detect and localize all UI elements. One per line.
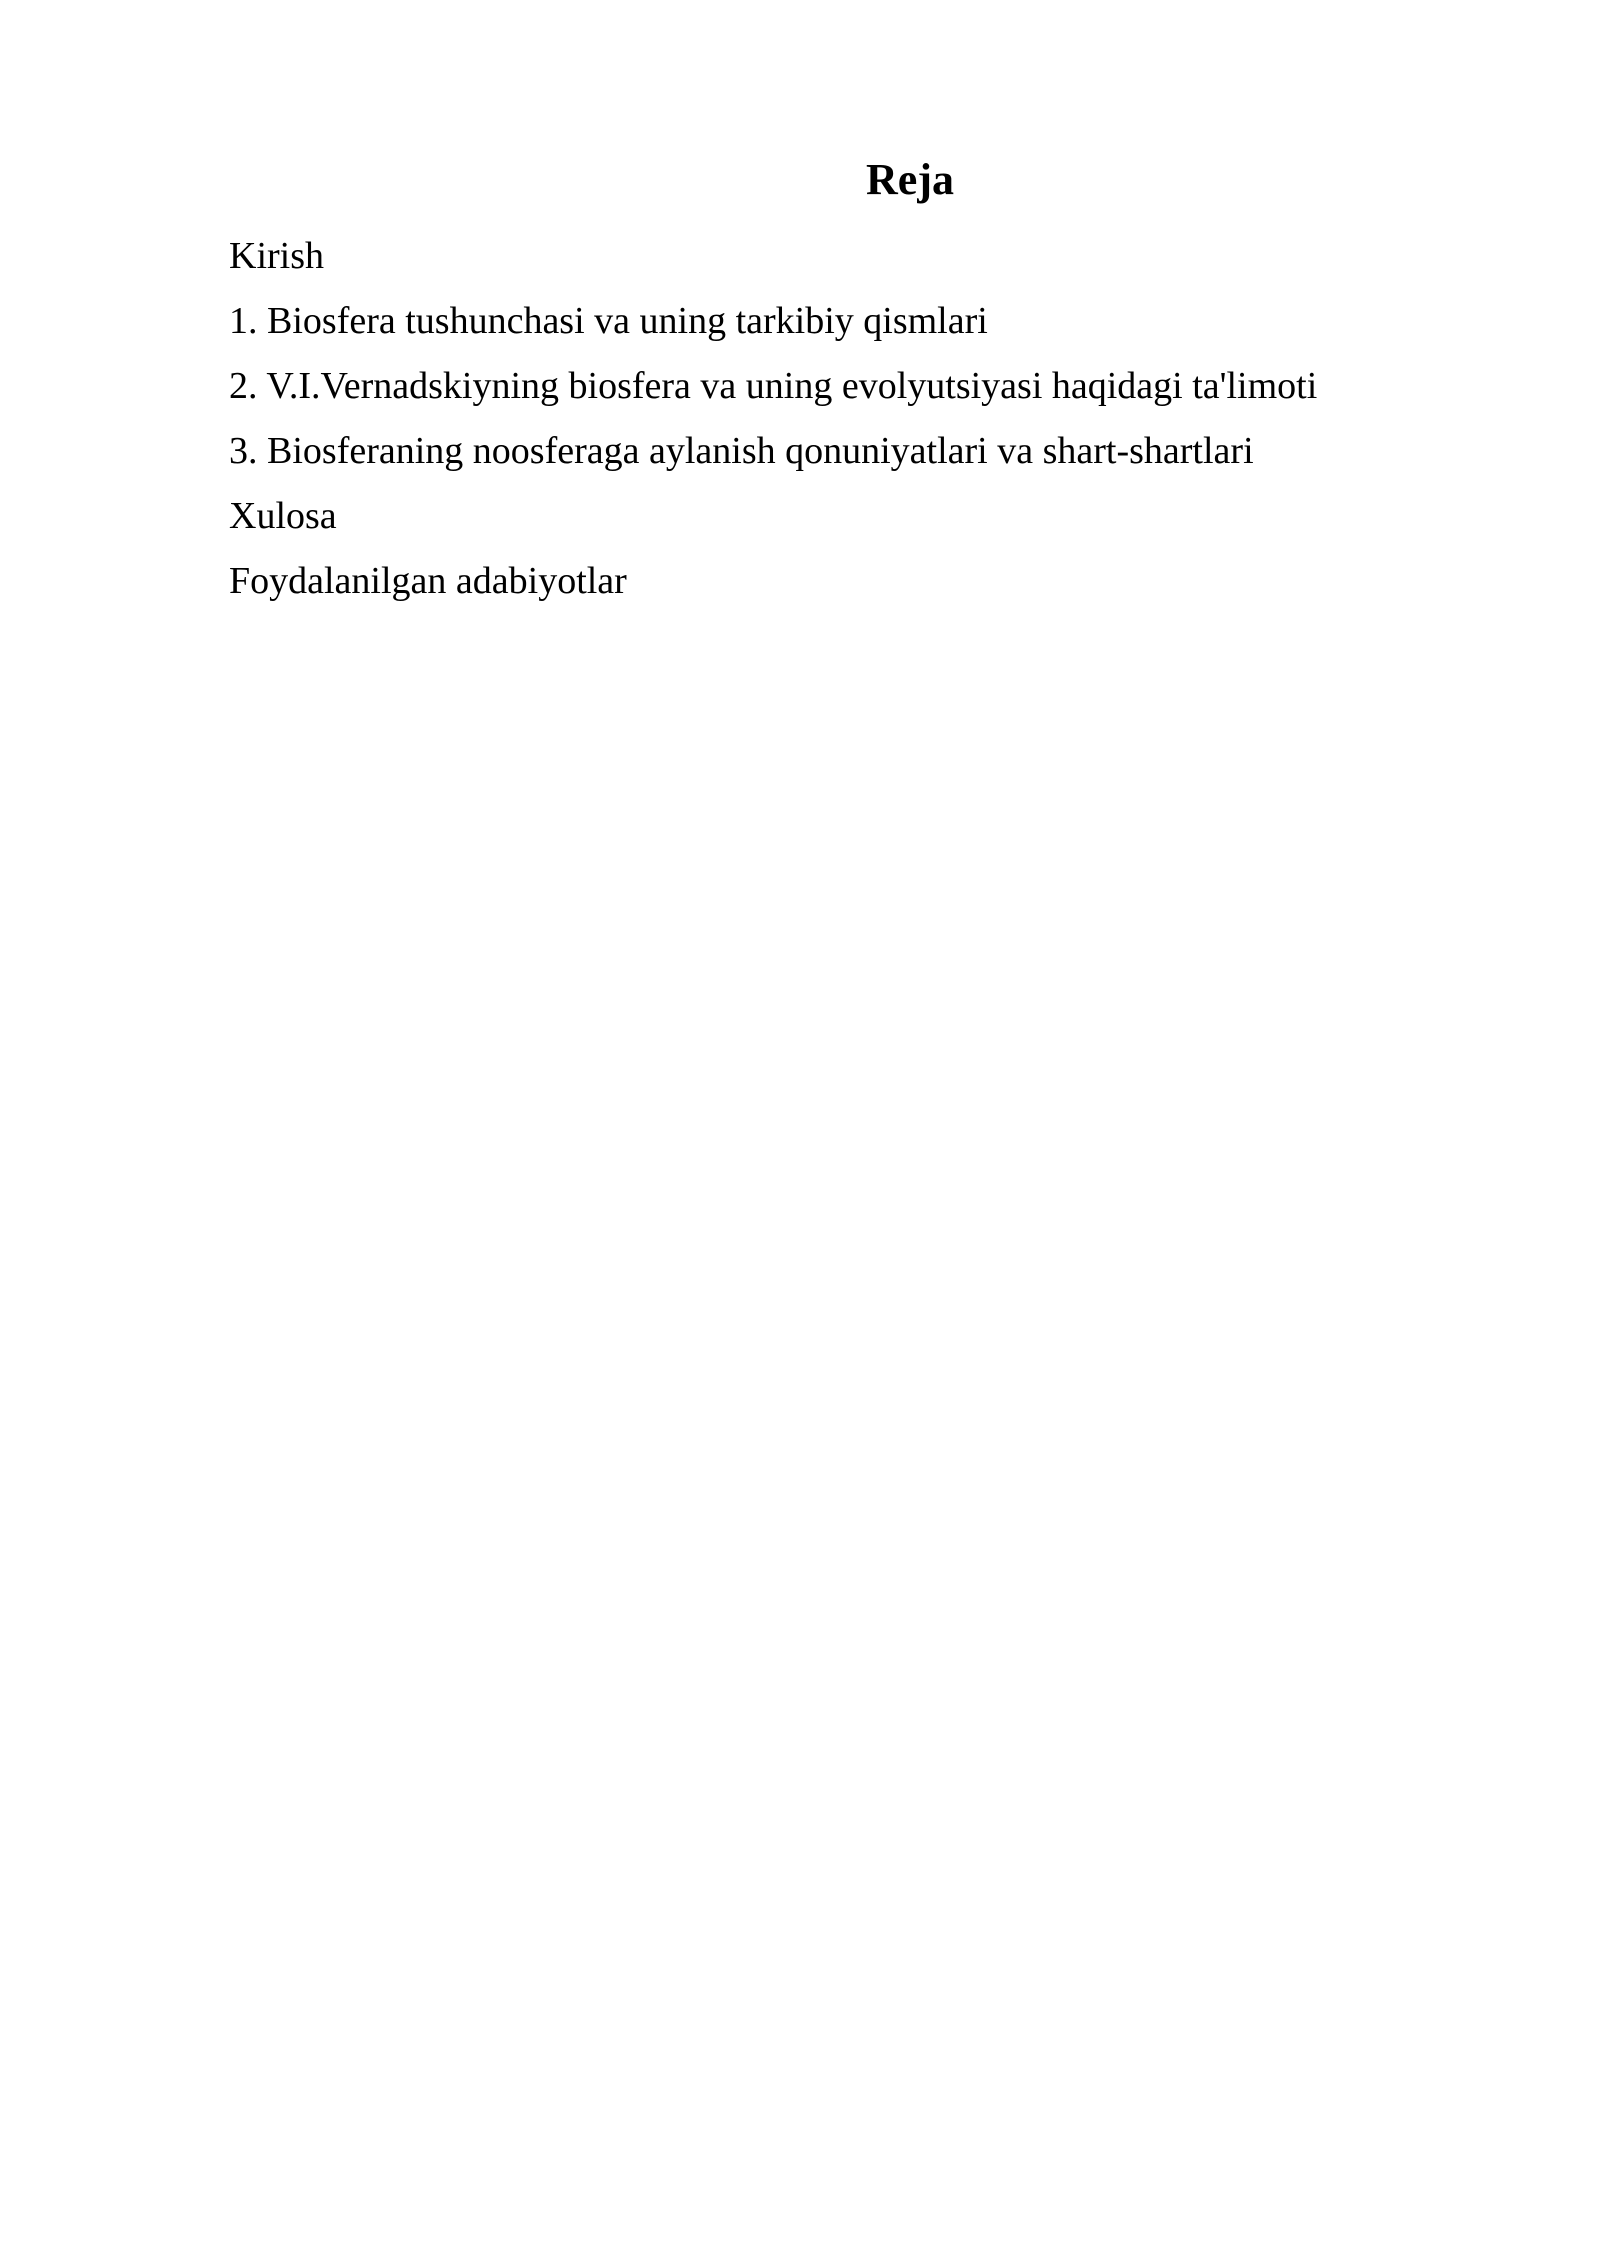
- toc-item-conclusion: Xulosa: [229, 495, 337, 537]
- page-title: Reja: [866, 155, 954, 204]
- toc-item-references: Foydalanilgan adabiyotlar: [229, 560, 627, 602]
- toc-item-introduction: Kirish: [229, 235, 324, 277]
- toc-item-1: 1. Biosfera tushunchasi va uning tarkibiy qismlari: [229, 300, 988, 342]
- toc-item-3: 3. Biosferaning noosferaga aylanish qonuniyatlari va shart-shartlari: [229, 430, 1254, 472]
- table-of-contents: [229, 224, 1317, 614]
- toc-item-2: 2. V.I.Vernadskiyning biosfera va uning evolyutsiyasi haqidagi ta'limoti: [229, 365, 1318, 407]
